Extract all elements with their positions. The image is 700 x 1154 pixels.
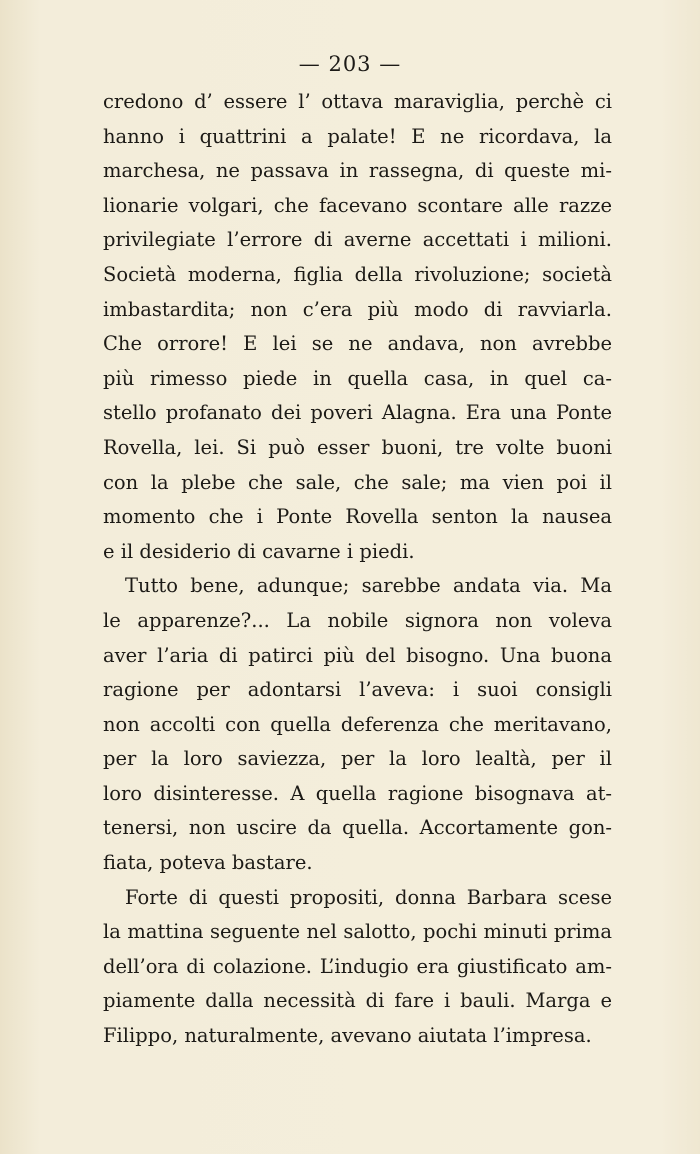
text-line: hanno i quattrini a palate! E ne ricordava, la: [103, 124, 612, 148]
text-line: marchesa, ne passava in rassegna, di queste mi-: [103, 159, 612, 183]
body-text: [103, 85, 612, 1054]
text-line: piamente dalla necessità di fare i bauli. Marga e: [103, 989, 612, 1013]
text-line: Società moderna, figlia della rivoluzione; società: [103, 262, 612, 286]
page-number: — 203 —: [298, 52, 402, 76]
text-line: fiata, poteva bastare.: [103, 851, 313, 875]
text-line: loro disinteresse. A quella ragione bisognava at-: [103, 781, 612, 805]
text-line: dell’ora di colazione. L’indugio era giustificato am-: [103, 954, 612, 978]
text-line: stello profanato dei poveri Alagna. Era una Ponte: [103, 401, 612, 425]
text-line: Forte di questi propositi, donna Barbara scese: [125, 885, 612, 909]
paragraph: [103, 85, 612, 569]
text-line: aver l’aria di patirci più del bisogno. Una buona: [103, 643, 612, 667]
text-line: non accolti con quella deferenza che meritavano,: [103, 712, 612, 736]
text-line: Che orrore! E lei se ne andava, non avrebbe: [103, 332, 612, 356]
paragraph: [103, 881, 612, 1054]
text-line: le apparenze?... La nobile signora non voleva: [103, 608, 612, 632]
text-line: più rimesso piede in quella casa, in quel ca-: [103, 366, 612, 390]
text-line: Rovella, lei. Si può esser buoni, tre volte buoni: [103, 435, 612, 459]
text-line: per la loro saviezza, per la loro lealtà, per il: [103, 747, 612, 771]
text-line: con la plebe che sale, che sale; ma vien poi il: [103, 470, 612, 494]
text-line: ragione per adontarsi l’aveva: i suoi consigli: [103, 678, 612, 702]
text-line: credono d’ essere l’ ottava maraviglia, perchè ci: [103, 90, 612, 113]
text-line: lionarie volgari, che facevano scontare alle razze: [103, 193, 612, 217]
text-line: la mattina seguente nel salotto, pochi minuti prima: [103, 920, 612, 944]
text-line: privilegiate l’errore di averne accettati i milioni.: [103, 228, 612, 252]
text-line: imbastardita; non c’era più modo di ravviarla.: [103, 297, 612, 321]
text-line: momento che i Ponte Rovella senton la nausea: [103, 505, 612, 529]
paragraph: [103, 569, 612, 880]
text-line: Filippo, naturalmente, avevano aiutata l’impresa.: [103, 1024, 592, 1048]
text-line: e il desiderio di cavarne i piedi.: [103, 539, 415, 563]
text-line: tenersi, non uscire da quella. Accortamente gon-: [103, 816, 612, 840]
text-line: Tutto bene, adunque; sarebbe andata via. Ma: [125, 574, 612, 598]
